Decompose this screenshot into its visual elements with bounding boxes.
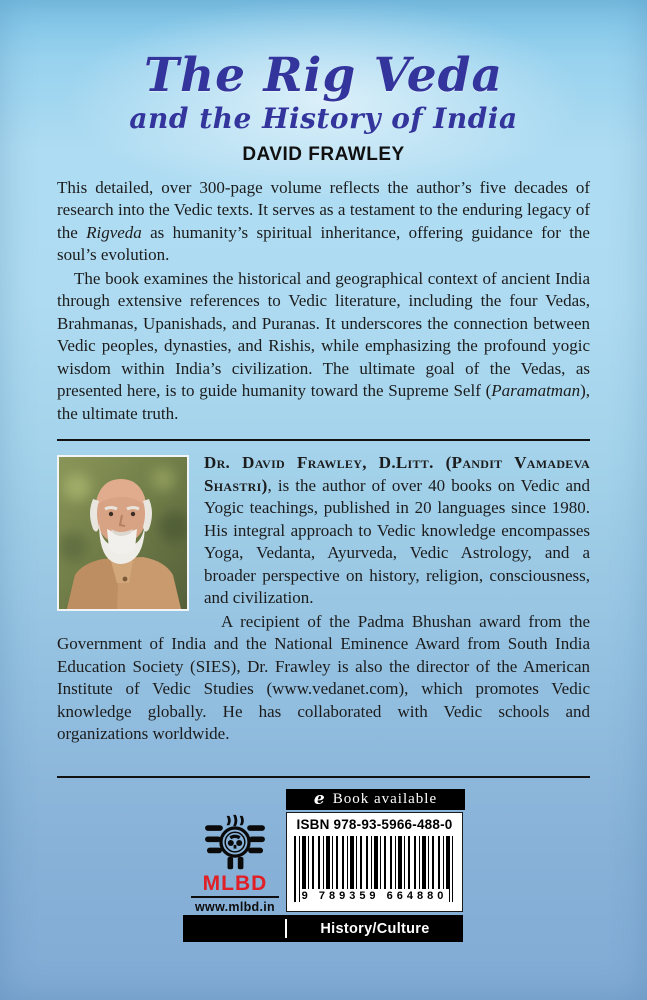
author-name: DAVID FRAWLEY — [242, 143, 405, 165]
barcode-digits: 9 789359 664880 — [301, 890, 448, 902]
bio-divider-line — [57, 439, 590, 441]
mlbd-logo-icon — [202, 814, 268, 872]
category-label: History/Culture — [320, 920, 430, 937]
publisher-website: www.mlbd.in — [191, 896, 279, 914]
bio-body-text: , is the author of over 40 books on Vedic and Yogic teachings, published in 20 languages since 1980. His integral approach to Vedic knowledge encompasses Yoga, Vedanta, Ayurveda, Vedic Astrology, and a broader perspective on history, religion, consciousness, and civilization. — [204, 475, 590, 608]
synopsis-2-italic-term: Paramatman — [491, 381, 581, 401]
category-bar-spacer — [183, 915, 285, 942]
ebook-e-icon: e — [313, 789, 326, 809]
synopsis-1-text-end: as humanity’s spiritual inheritance, offering guidance for the soul’s evolution. — [57, 222, 590, 265]
synopsis-2-text-end: ), the ultimate truth. — [57, 381, 590, 423]
cover-content — [57, 0, 590, 746]
ebook-available-badge — [286, 789, 465, 810]
isbn-number: ISBN 978-93-5966-488-0 — [296, 817, 453, 832]
bio-paragraph-2: A recipient of the Padma Bhushan award from the Government of India and the National Eminence Award from South India Education Society (SIES), Dr. Frawley is also the director of the American Institute of Vedic Studies (www.vedanet.com), which promotes Vedic knowledge globally. He has collaborated with Vedic schools and organizations worldwide. — [57, 611, 590, 744]
category-bar — [183, 915, 463, 942]
synopsis-paragraph-2 — [57, 268, 590, 426]
book-title-line2: and the History of India — [129, 101, 518, 135]
synopsis-2-text: The book examines the historical and geographical context of ancient India through extensive references to Vedic literature, including the four Vedas, Brahmanas, Upanishads, and Puranas. It underscores the connection between Vedic peoples, dynasties, and Rishis, while emphasizing the profound yogic wisdom within India’s civilization. The ultimate goal of the Vedas, as presented here, is to guide humanity toward the Supreme Self ( — [57, 268, 590, 401]
synopsis-paragraph-1 — [57, 177, 590, 267]
title-block — [57, 0, 590, 166]
author-photo — [57, 455, 189, 611]
isbn-barcode-box — [286, 812, 463, 912]
publisher-block — [191, 814, 279, 914]
publisher-name: MLBD — [202, 872, 268, 895]
footer-divider-line — [57, 776, 590, 778]
bio-author-title: Dr. David Frawley, D.Litt. (Pandit Vamadeva Shastri) — [204, 453, 590, 495]
ebook-badge-label: Book available — [332, 791, 438, 807]
synopsis-1-italic-term: Rigveda — [86, 222, 142, 242]
book-title-line1: The Rig Veda — [144, 48, 503, 103]
author-bio-section — [57, 452, 590, 746]
synopsis-1-text: This detailed, over 300-page volume reflects the author’s five decades of research into the Vedic texts. It serves as a testament to the enduring legacy of the — [57, 177, 590, 242]
